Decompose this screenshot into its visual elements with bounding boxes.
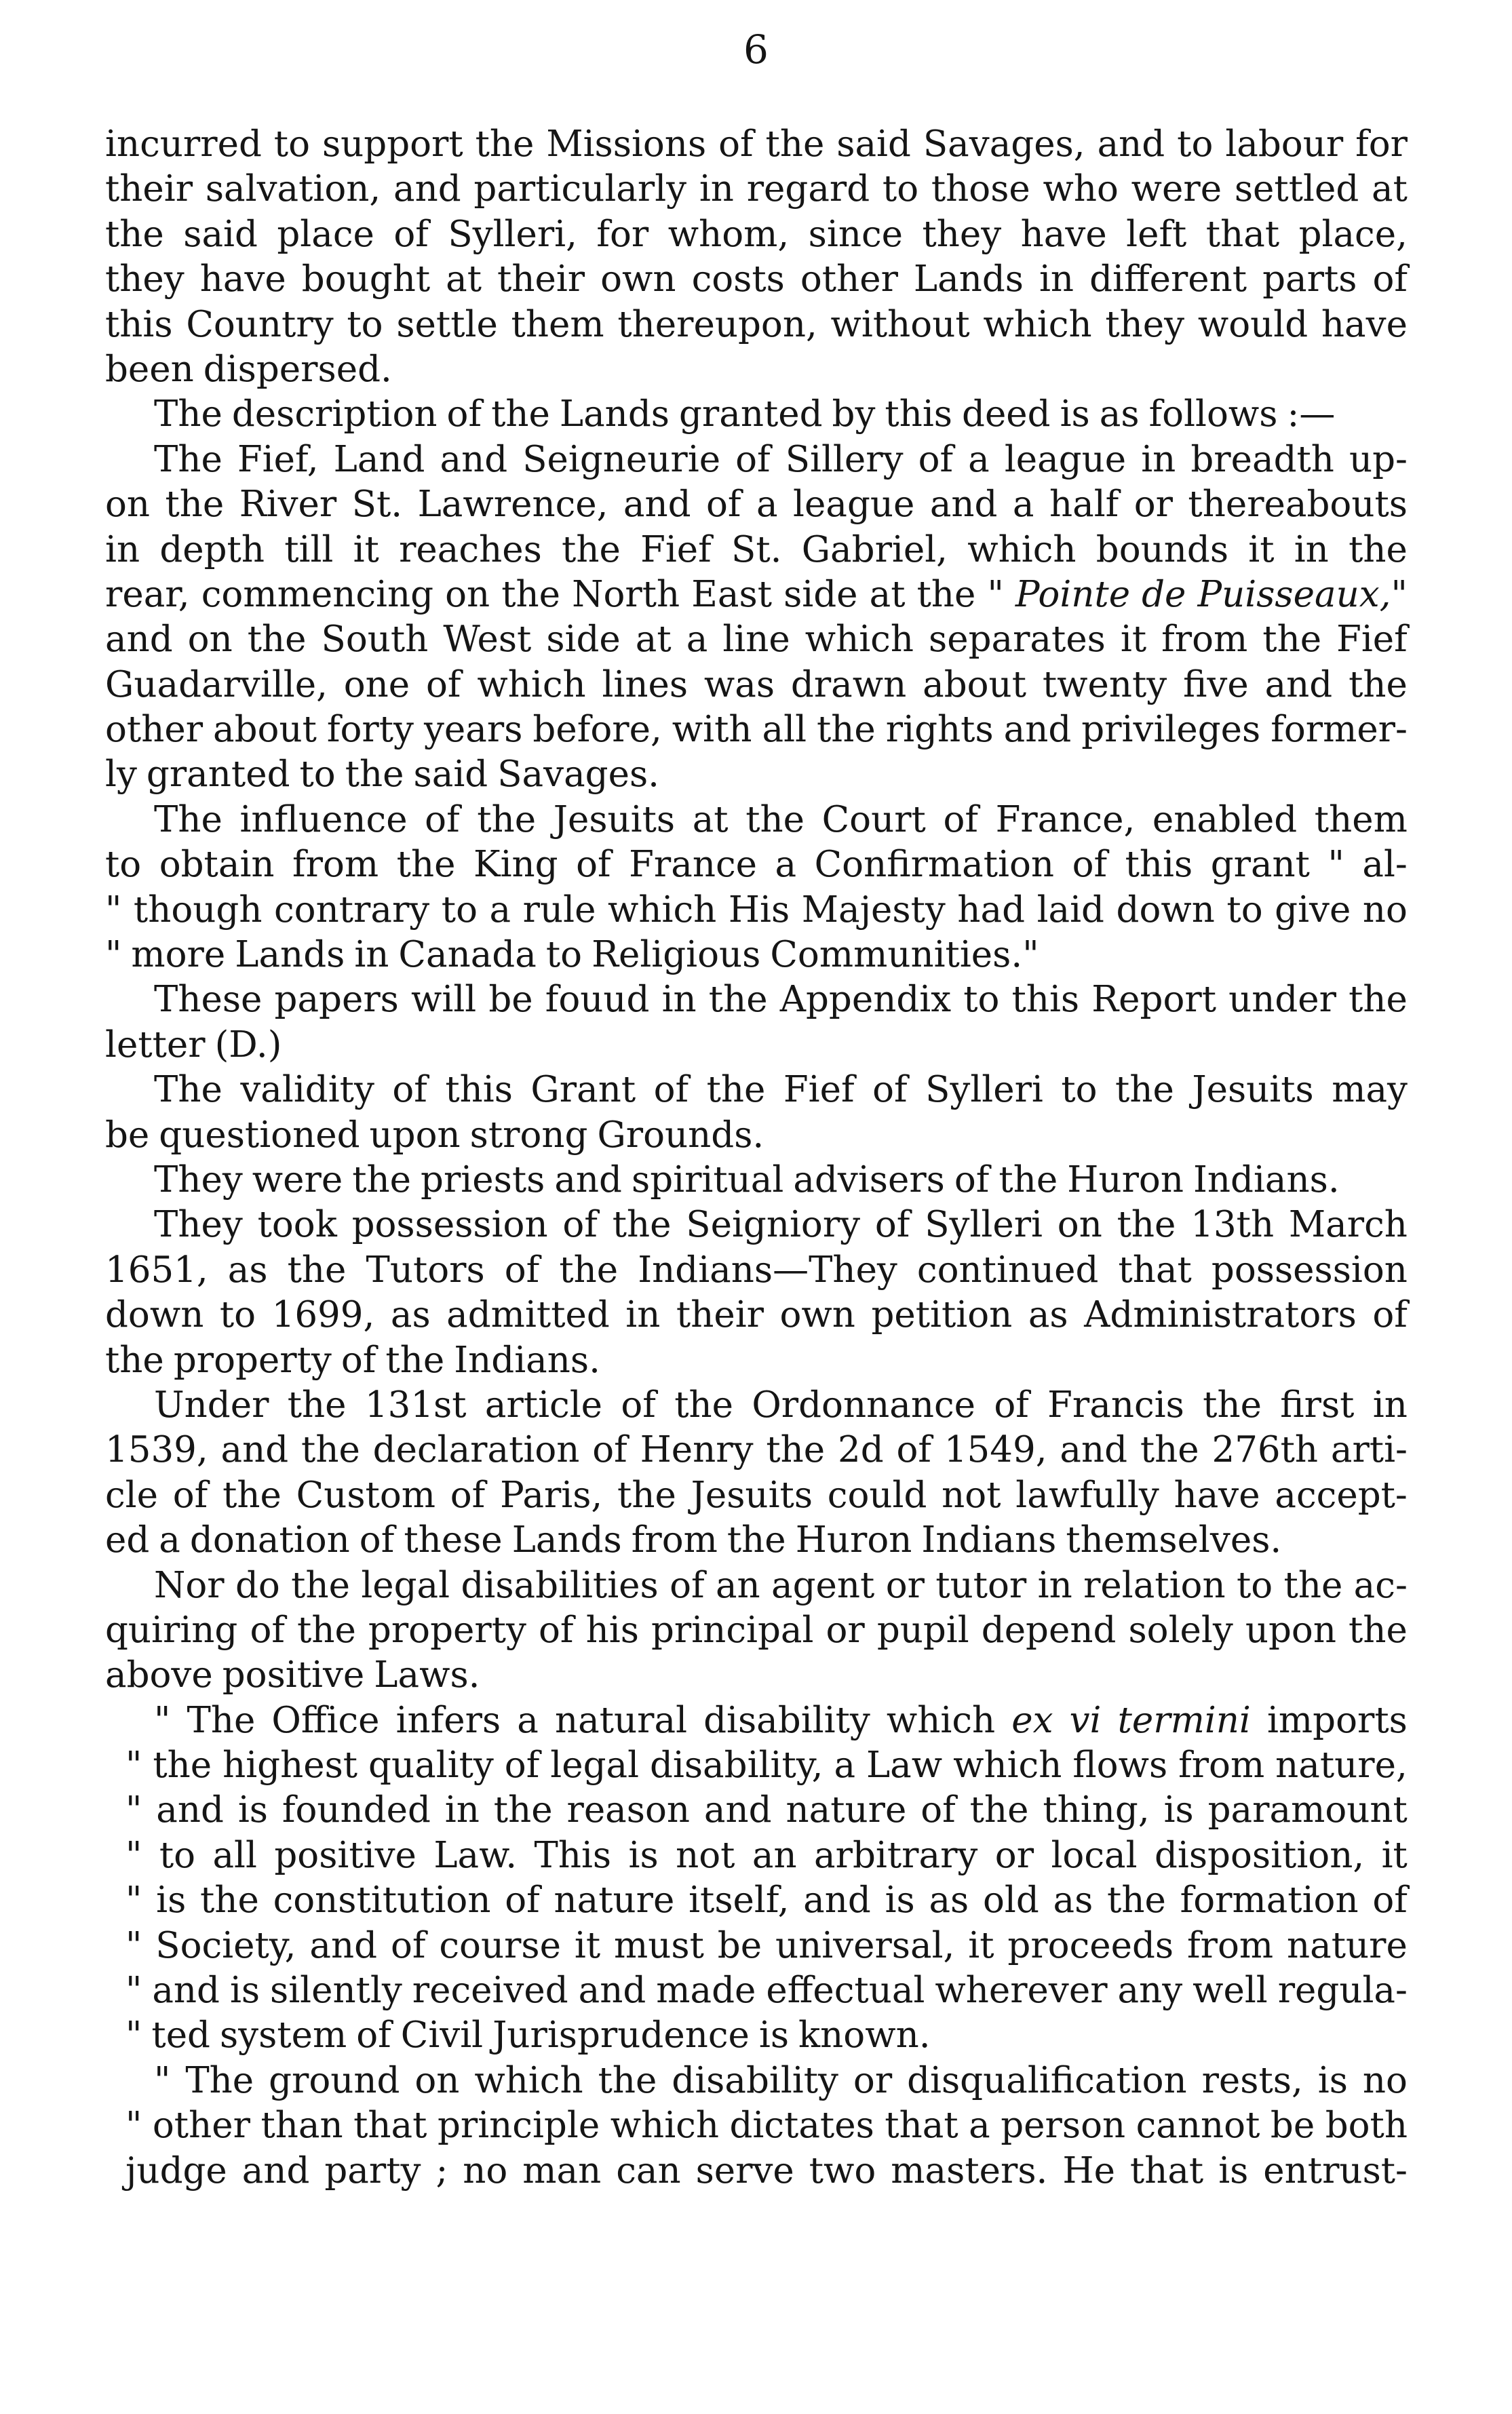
text-line: " other than that principle which dictates that a person cannot be both: [125, 2105, 1408, 2147]
text-line: the property of the Indians.: [105, 1339, 600, 1381]
page-number: 6: [743, 26, 769, 73]
text-line: rear, commencing on the North East side at the " Pointe de Puisseaux,": [105, 573, 1408, 615]
text-line: The description of the Lands granted by this deed is as follows :—: [154, 393, 1336, 435]
text-line: " though contrary to a rule which His Majesty had laid down to give no: [105, 889, 1408, 931]
text-line: letter (D.): [105, 1024, 282, 1066]
text-line: above positive Laws.: [105, 1654, 480, 1696]
text-line: ed a donation of these Lands from the Huron Indians themselves.: [105, 1519, 1282, 1561]
text-line: they have bought at their own costs other Lands in different parts of: [105, 258, 1408, 300]
text-line: " and is founded in the reason and nature of the thing, is paramount: [125, 1789, 1408, 1831]
text-line: in depth till it reaches the Fief St. Gabriel, which bounds it in the: [105, 528, 1408, 570]
text-line: judge and party ; no man can serve two masters. He that is entrust-: [125, 2149, 1408, 2192]
text-line: " and is silently received and made effectual wherever any well regula-: [125, 1970, 1408, 2012]
text-line: on the River St. Lawrence, and of a league and a half or thereabouts: [105, 484, 1408, 526]
text-line: this Country to settle them thereupon, without which they would have: [105, 303, 1408, 345]
text-line: " is the constitution of nature itself, and is as old as the formation of: [125, 1880, 1408, 1922]
text-line: to obtain from the King of France a Confirmation of this grant " al-: [105, 844, 1408, 886]
text-line: down to 1699, as admitted in their own petition as Administrators of: [105, 1294, 1408, 1336]
text-line: the said place of Sylleri, for whom, since they have left that place,: [105, 213, 1408, 255]
text-line: ly granted to the said Savages.: [105, 754, 660, 796]
text-line: " to all positive Law. This is not an arbitrary or local disposition, it: [125, 1834, 1408, 1876]
text-line: been dispersed.: [105, 348, 392, 390]
text-line: " Society, and of course it must be universal, it proceeds from nature: [125, 1924, 1408, 1966]
text-line: " the highest quality of legal disability, a Law which flows from nature,: [125, 1745, 1408, 1787]
text-line: other about forty years before, with all the rights and privileges former-: [105, 709, 1408, 751]
text-line: 1651, as the Tutors of the Indians—They continued that possession: [105, 1249, 1408, 1291]
text-line: They were the priests and spiritual advisers of the Huron Indians.: [154, 1159, 1340, 1201]
body-text: [105, 122, 1408, 2194]
text-line: 1539, and the declaration of Henry the 2d of 1549, and the 276th arti-: [105, 1429, 1408, 1471]
text-line: " The Office infers a natural disability which ex vi termini imports: [154, 1699, 1408, 1741]
text-line: The influence of the Jesuits at the Court of France, enabled them: [154, 798, 1408, 840]
text-line: Guadarville, one of which lines was drawn about twenty five and the: [105, 663, 1408, 705]
text-line: cle of the Custom of Paris, the Jesuits could not lawfully have accept-: [105, 1474, 1408, 1516]
text-line: " more Lands in Canada to Religious Communities.": [105, 934, 1039, 976]
text-line: their salvation, and particularly in regard to those who were settled at: [105, 168, 1408, 210]
text-line: Under the 131st article of the Ordonnance of Francis the first in: [154, 1384, 1408, 1426]
text-line: incurred to support the Missions of the said Savages, and to labour for: [105, 123, 1408, 165]
text-line: " The ground on which the disability or disqualification rests, is no: [154, 2059, 1408, 2101]
text-line: be questioned upon strong Grounds.: [105, 1114, 764, 1156]
text-line: They took possession of the Seigniory of Sylleri on the 13th March: [154, 1204, 1408, 1246]
text-line: These papers will be fouud in the Appendix to this Report under the: [154, 979, 1408, 1021]
text-line: The Fief, Land and Seigneurie of Sillery of a league in breadth up-: [154, 438, 1408, 480]
text-line: and on the South West side at a line which separates it from the Fief: [105, 619, 1408, 661]
text-line: The validity of this Grant of the Fief of Sylleri to the Jesuits may: [154, 1069, 1408, 1111]
text-line: Nor do the legal disabilities of an agent or tutor in relation to the ac-: [154, 1564, 1408, 1606]
text-line: quiring of the property of his principal or pupil depend solely upon the: [105, 1609, 1408, 1651]
text-line: " ted system of Civil Jurisprudence is known.: [125, 2014, 931, 2057]
